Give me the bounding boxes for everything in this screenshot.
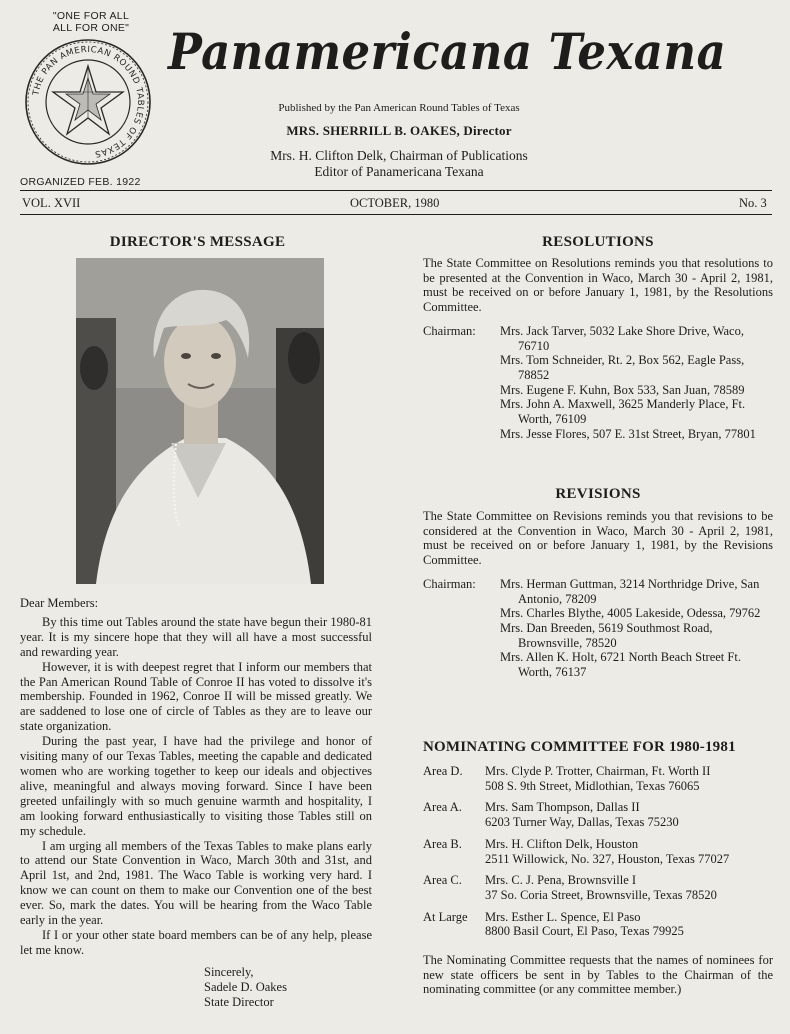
nominating-heading: NOMINATING COMMITTEE FOR 1980-1981 [423, 739, 736, 755]
director-portrait [76, 258, 324, 584]
signature-block [204, 965, 287, 1010]
top-rule [20, 190, 772, 191]
directors-message-heading: DIRECTOR'S MESSAGE [109, 234, 286, 250]
organized-date: ORGANIZED FEB. 1922 [20, 176, 141, 188]
motto-line-1: "ONE FOR ALL [52, 10, 130, 22]
committee-member: Mrs. John A. Maxwell, 3625 Manderly Place, Ft. Worth, 76109 [500, 397, 746, 427]
area-label: Area A. [423, 800, 462, 815]
area-label: Area B. [423, 836, 462, 851]
letter-paragraph: By this time out Tables around the state have begun their 1980-81 year. It is my sincere hope that they will all have a most successful and rewarding year. [20, 614, 372, 659]
committee-member: Mrs. Eugene F. Kuhn, Box 533, San Juan, 78589 [500, 382, 745, 397]
salutation: Dear Members: [20, 596, 99, 610]
resolutions-text: The State Committee on Resolutions reminds you that resolutions to be presented at the Convention in Waco, March 30 - April 2, 1981, must be received on or before January 1, 1981, by the Resolutions Committee. [423, 256, 773, 315]
area-member: Mrs. H. Clifton Delk, Houston [485, 836, 639, 851]
area-label: At Large [423, 909, 468, 924]
motto-line-2: ALL FOR ONE" [52, 22, 130, 34]
area-address: 508 S. 9th Street, Midlothian, Texas 76065 [485, 778, 700, 793]
committee-member: Mrs. Charles Blythe, 4005 Lakeside, Odessa, 79762 [500, 606, 761, 621]
seal-text: THE PAN AMERICAN ROUND TABLES OF TEXAS [31, 44, 146, 159]
revisions-chair-label: Chairman: [423, 576, 476, 591]
resolutions-heading: RESOLUTIONS [542, 234, 654, 250]
committee-member: Mrs. Allen K. Holt, 6721 North Beach Street Ft. Worth, 76137 [500, 650, 741, 680]
area-address: 2511 Willowick, No. 327, Houston, Texas 77027 [485, 851, 730, 866]
area-entry [423, 764, 783, 793]
nominating-note: The Nominating Committee requests that the names of nominees for new state officers be sent in by Tables to the Chairman of the nominating committee (or any committee member.) [423, 953, 773, 997]
committee-member: Mrs. Herman Guttman, 3214 Northridge Drive, San Antonio, 78209 [500, 576, 760, 606]
area-entry [423, 800, 783, 829]
revisions-section [423, 509, 773, 680]
issue-number: No. 3 [739, 196, 767, 210]
issue-date: OCTOBER, 1980 [350, 196, 440, 210]
area-member: Mrs. C. J. Pena, Brownsville I [485, 873, 637, 888]
signer-title: State Director [204, 994, 274, 1009]
motto [48, 10, 134, 34]
revisions-heading: REVISIONS [555, 486, 641, 502]
area-address: 6203 Turner Way, Dallas, Texas 75230 [485, 815, 679, 830]
published-by: Published by the Pan American Round Tables of Texas [278, 102, 520, 114]
newsletter-title: Panamericana Texana [168, 22, 727, 81]
area-member: Mrs. Clyde P. Trotter, Chairman, Ft. Worth II [485, 764, 711, 778]
director-line: MRS. SHERRILL B. OAKES, Director [286, 123, 512, 138]
closing: Sincerely, [204, 965, 254, 979]
committee-member: Mrs. Dan Breeden, 5619 Southmost Road, Brownsville, 78520 [500, 620, 713, 650]
directors-letter [20, 596, 372, 958]
letter-paragraph: During the past year, I have had the privilege and honor of visiting many of our Texas Tables, meeting the capable and dedicated women who are working together to keep our ideals and objectives alive, meaningful and always moving forward. Since I have been greeted unfailingly with so much genuine warmth and hospitality, I am looking forward enthusiastically to visiting those Tables still on my schedule. [20, 734, 372, 838]
area-address: 37 So. Coria Street, Brownsville, Texas 78520 [485, 887, 717, 902]
area-entry [423, 873, 783, 902]
chairman-line: Mrs. H. Clifton Delk, Chairman of Publications [270, 148, 528, 163]
letter-paragraph: I am urging all members of the Texas Tables to make plans early to attend our State Convention in Waco, March 30th and 31st, and April 1st, and 2nd, 1981. The Waco Table is working very hard. I know we can count on them to make our Convention one of the best ever. So, mark the dates. You will be hearing from the Waco Table early in the year. [20, 838, 372, 928]
letter-paragraph: If I or your other state board members can be of any help, please let me know. [20, 927, 372, 957]
committee-member: Mrs. Jesse Flores, 507 E. 31st Street, Bryan, 77801 [500, 426, 756, 441]
letter-paragraph: However, it is with deepest regret that I inform our members that the Pan American Round Table of Conroe II has voted to dissolve it's membership. Founded in 1962, Conroe II will be missed greatly. We are saddened to lose one of circle of Tables as they are to leave our state organization. [20, 659, 372, 734]
area-entry [423, 837, 783, 866]
area-label: Area D. [423, 764, 463, 778]
area-member: Mrs. Sam Thompson, Dallas II [485, 800, 640, 815]
area-address: 8800 Basil Court, El Paso, Texas 79925 [485, 924, 684, 939]
committee-member: Mrs. Tom Schneider, Rt. 2, Box 562, Eagle Pass, 78852 [500, 353, 745, 382]
signer-name: Sadele D. Oakes [204, 979, 287, 994]
revisions-text: The State Committee on Revisions reminds you that revisions to be considered at the Convention in Waco, March 30 - April 2, 1981, must be received on or before January 1, 1981, by the Revisions Committee. [423, 509, 773, 568]
area-entry [423, 910, 783, 939]
area-label: Area C. [423, 873, 462, 888]
area-member: Mrs. Esther L. Spence, El Paso [485, 909, 641, 924]
committee-member: Mrs. Jack Tarver, 5032 Lake Shore Drive, Waco, 76710 [500, 323, 744, 353]
volume: VOL. XVII [22, 196, 81, 210]
bottom-rule [20, 214, 772, 215]
nominating-areas [423, 764, 783, 946]
round-table-seal [24, 38, 152, 166]
editor-line: Editor of Panamericana Texana [314, 164, 484, 179]
resolutions-section [423, 256, 773, 441]
resolutions-chair-label: Chairman: [423, 323, 476, 338]
